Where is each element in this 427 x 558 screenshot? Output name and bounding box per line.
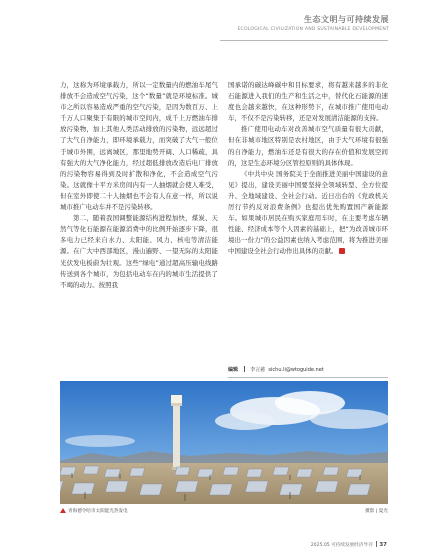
photo-credit: 摄影 | 夏光 xyxy=(365,509,388,514)
section-title: 生态文明与可持续发展 xyxy=(304,15,389,24)
issue-date: 2025.05 xyxy=(310,543,330,548)
article-column-right xyxy=(228,80,388,258)
paragraph-text: 《中共中央 国务院关于全面推进美丽中国建设的意见》提出，建设美丽中国要坚持全领域转型、全方位提升、全地域建设、全社会行动。近日出台的《党政机关厉行节约反对浪费条例》也提出优先购置国产新能源车。如果城市居民在购买家庭用车时，在主要考虑车辆性能、经济成本等个人因素的基础上，把“为改善城市环境出一份力”的公益因素也纳入考虑范围，将为推进美丽中国建设全社会行动作出具体的贡献。 xyxy=(228,169,388,256)
editor-label: 编辑 xyxy=(228,367,239,373)
editor-email: sichu.li@wtoguide.net xyxy=(268,367,324,373)
editor-credit xyxy=(228,366,388,373)
solar-plant-illustration xyxy=(60,381,388,504)
photo-caption xyxy=(60,508,128,514)
caption-text: 青海德令哈市太阳能光热发电 xyxy=(68,509,128,514)
paragraph: 力，这称为环境承载力，所以一定数量内的燃油车尾气排放不会造成空气污染，这个“数量”就是环境标准。城市之所以容易造成严重的空气污染，是因为数百万、上千万人口聚集于有限的城市空间内，成千上万燃油车排放污染物，加上其他人类活动排放的污染物，远远超过了大气自净能力，即环境承载力，而突破了大气一般位于城市外围，远离城区，那里地势开阔、人口稀疏，具有强大的大气净化能力，经过超低排放改造后电厂排放的污染物容易得到及时扩散和净化，不会造成空气污染。这就像十平方米房间内有一人抽烟就会使人难受，但在室外即使二十人抽烟也不会有人在意一样，所以说城市推广电动车并不是污染转移。 xyxy=(60,81,218,212)
editor-name: 李言慈 xyxy=(250,367,266,373)
magazine-name: 可持续发展经济导刊 xyxy=(331,543,373,548)
article-column-left xyxy=(60,80,218,291)
end-mark-icon xyxy=(339,248,345,254)
header-divider xyxy=(220,40,388,41)
page-number: 37 xyxy=(379,542,387,548)
divider xyxy=(376,541,377,547)
editor-divider xyxy=(228,377,388,378)
section-title-english: ECOLOGICAL CIVILIZATION AND SUSTAINABLE DEVELOPMENT xyxy=(237,27,389,32)
paragraph: 推广使用电动车对改善城市空气质量有很大贡献，但在非城市地区特别是农村地区，由于大气环境有很强的自净能力，燃油车还是有很大的存在价值和发展空间的，这是生态环境分区管控原则的具体体现。 xyxy=(228,125,388,167)
solar-plant-photo xyxy=(60,381,388,504)
paragraph: 国承诺的碳达峰碳中和目标要求，将有越来越多的非化石能源进入我们的生产和生活之中，替代化石能源的速度也会越来越快，在这种形势下，在城市推广使用电动车，不仅不是污染转移，还是对发展清洁能源的支持。 xyxy=(228,81,388,123)
paragraph: 第二，随着我国调整能源结构进程加快，煤炭、天然气等化石能源在能源消费中的比例开始逐步下降，很多电力已经来自水力、太阳能、风力、核电等清洁能源。在广大中西部地区，漫山遍野、一望无际的太阳能光伏发电板蔚为壮观。这些“绿电”通过超高压输电线路传送到各个城市，为包括电动车在内的城市生活提供了不竭的动力。按照我 xyxy=(60,214,218,289)
caption-marker-icon xyxy=(60,508,66,513)
paragraph xyxy=(228,169,388,258)
divider xyxy=(244,366,245,372)
page-header xyxy=(237,14,389,32)
page-footer xyxy=(311,541,387,548)
